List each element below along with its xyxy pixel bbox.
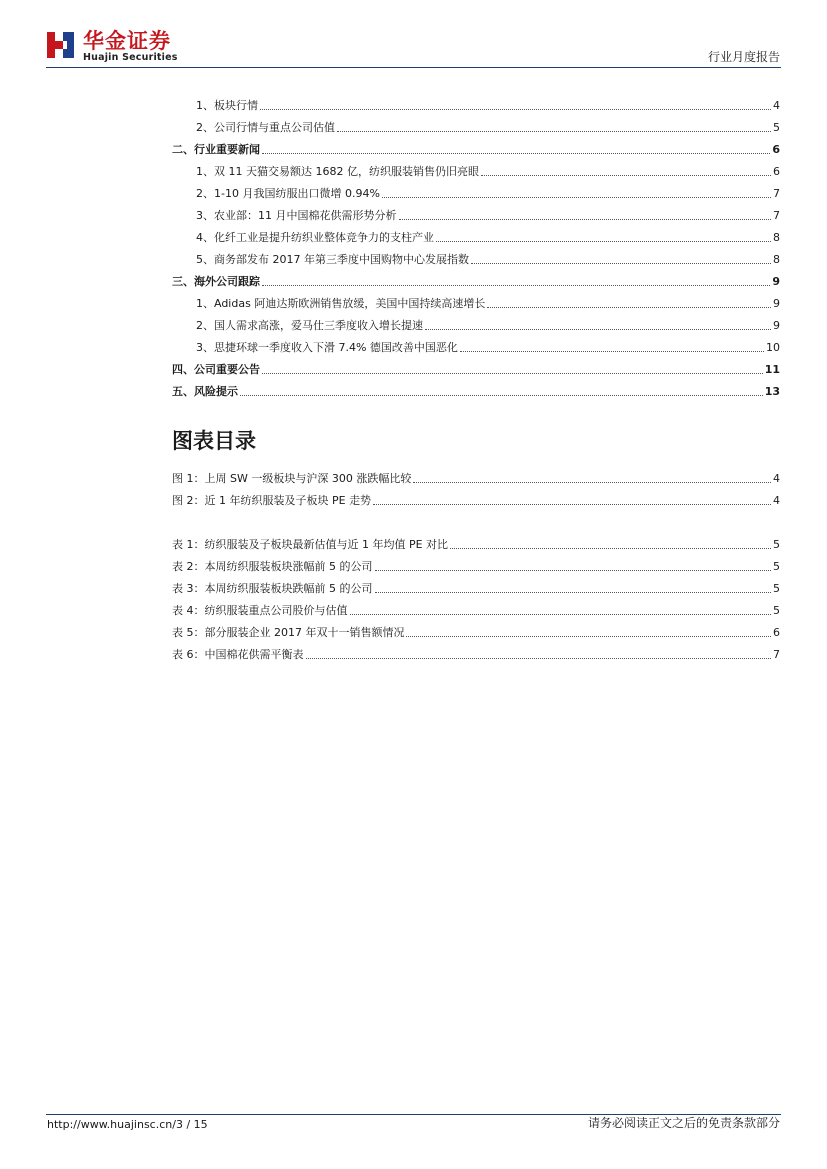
dot-leader (260, 109, 771, 110)
entry-title: 图 2：近 1 年纺织服装及子板块 PE 走势 (172, 494, 372, 507)
entry-page-number: 9 (773, 297, 780, 310)
dot-leader (460, 351, 764, 352)
company-logo (46, 30, 186, 66)
dot-leader (262, 153, 770, 154)
entry-page-number: 6 (773, 626, 780, 639)
entry-title: 2、国人需求高涨，爱马仕三季度收入增长提速 (196, 319, 423, 332)
entry-title: 表 5：部分服装企业 2017 年双十一销售额情况 (172, 626, 405, 639)
toc-entry[interactable] (172, 179, 780, 201)
entry-title: 二、行业重要新闻 (172, 143, 260, 156)
entry-title: 表 4：纺织服装重点公司股价与估值 (172, 604, 348, 617)
entry-page-number: 10 (766, 341, 780, 354)
toc-entry[interactable] (172, 113, 780, 135)
entry-title: 表 3：本周纺织服装板块跌幅前 5 的公司 (172, 582, 373, 595)
footer-url-page[interactable]: http://www.huajinsc.cn/3 / 15 (47, 1118, 208, 1131)
table-entry[interactable] (172, 530, 780, 552)
dot-leader (262, 373, 763, 374)
dot-leader (487, 307, 771, 308)
entry-title: 1、双 11 天猫交易额达 1682 亿，纺织服装销售仍旧亮眼 (196, 165, 479, 178)
logo-english-name: Huajin Securities (83, 52, 178, 63)
dot-leader (375, 570, 772, 571)
dot-leader (450, 548, 771, 549)
dot-leader (413, 482, 771, 483)
toc-entry[interactable] (172, 355, 780, 377)
entry-title: 4、化纤工业是提升纺织业整体竞争力的支柱产业 (196, 231, 434, 244)
entry-page-number: 5 (773, 560, 780, 573)
dot-leader (262, 285, 770, 286)
dot-leader (350, 614, 772, 615)
dot-leader (240, 395, 763, 396)
figure-entry[interactable] (172, 464, 780, 486)
toc-entry[interactable] (172, 91, 780, 113)
table-of-contents (172, 91, 780, 399)
entry-page-number: 5 (773, 538, 780, 551)
table-entry[interactable] (172, 640, 780, 662)
dot-leader (375, 592, 772, 593)
table-entry[interactable] (172, 574, 780, 596)
footer-disclaimer: 请务必阅读正文之后的免责条款部分 (587, 1116, 780, 1130)
figure-entry[interactable] (172, 486, 780, 508)
entry-page-number: 13 (764, 385, 780, 398)
entry-page-number: 8 (773, 231, 780, 244)
figures-list (172, 464, 780, 508)
dot-leader (436, 241, 771, 242)
entry-title: 表 2：本周纺织服装板块涨幅前 5 的公司 (172, 560, 373, 573)
toc-entry[interactable] (172, 311, 780, 333)
entry-page-number: 11 (764, 363, 780, 376)
entry-title: 1、Adidas 阿迪达斯欧洲销售放缓，美国中国持续高速增长 (196, 297, 486, 310)
toc-entry[interactable] (172, 223, 780, 245)
dot-leader (471, 263, 771, 264)
tables-list (172, 530, 780, 662)
toc-entry[interactable] (172, 157, 780, 179)
entry-title: 三、海外公司跟踪 (172, 275, 260, 288)
entry-page-number: 9 (772, 275, 780, 288)
entry-page-number: 4 (773, 494, 780, 507)
entry-page-number: 4 (773, 99, 780, 112)
entry-title: 2、1-10 月我国纺服出口微增 0.94% (196, 187, 380, 200)
entry-page-number: 7 (773, 209, 780, 222)
dot-leader (406, 636, 771, 637)
entry-page-number: 6 (772, 143, 780, 156)
table-entry[interactable] (172, 618, 780, 640)
dot-leader (337, 131, 771, 132)
toc-entry[interactable] (172, 333, 780, 355)
figures-heading: 图表目录 (172, 429, 256, 453)
entry-page-number: 7 (773, 648, 780, 661)
table-entry[interactable] (172, 552, 780, 574)
entry-page-number: 5 (773, 604, 780, 617)
entry-page-number: 4 (773, 472, 780, 485)
toc-entry[interactable] (172, 289, 780, 311)
dot-leader (425, 329, 771, 330)
report-type-label: 行业月度报告 (707, 50, 780, 64)
entry-title: 四、公司重要公告 (172, 363, 260, 376)
table-entry[interactable] (172, 596, 780, 618)
entry-page-number: 7 (773, 187, 780, 200)
entry-title: 五、风险提示 (172, 385, 238, 398)
toc-entry[interactable] (172, 245, 780, 267)
entry-title: 1、板块行情 (196, 99, 258, 112)
entry-title: 图 1：上周 SW 一级板块与沪深 300 涨跌幅比较 (172, 472, 412, 485)
dot-leader (306, 658, 772, 659)
dot-leader (399, 219, 772, 220)
dot-leader (382, 197, 771, 198)
entry-title: 5、商务部发布 2017 年第三季度中国购物中心发展指数 (196, 253, 469, 266)
header-divider (46, 67, 781, 68)
footer-divider (46, 1114, 781, 1115)
dot-leader (373, 504, 771, 505)
toc-entry[interactable] (172, 267, 780, 289)
entry-title: 3、农业部：11 月中国棉花供需形势分析 (196, 209, 397, 222)
entry-page-number: 8 (773, 253, 780, 266)
toc-entry[interactable] (172, 135, 780, 157)
entry-title: 3、思捷环球一季度收入下滑 7.4% 德国改善中国恶化 (196, 341, 458, 354)
dot-leader (481, 175, 771, 176)
entry-page-number: 5 (773, 582, 780, 595)
toc-entry[interactable] (172, 201, 780, 223)
entry-page-number: 9 (773, 319, 780, 332)
entry-page-number: 6 (773, 165, 780, 178)
entry-title: 2、公司行情与重点公司估值 (196, 121, 335, 134)
huajin-logo-icon (46, 30, 76, 60)
entry-title: 表 1：纺织服装及子板块最新估值与近 1 年均值 PE 对比 (172, 538, 449, 551)
entry-page-number: 5 (773, 121, 780, 134)
toc-entry[interactable] (172, 377, 780, 399)
entry-title: 表 6：中国棉花供需平衡表 (172, 648, 304, 661)
logo-chinese-name: 华金证券 (83, 29, 171, 53)
